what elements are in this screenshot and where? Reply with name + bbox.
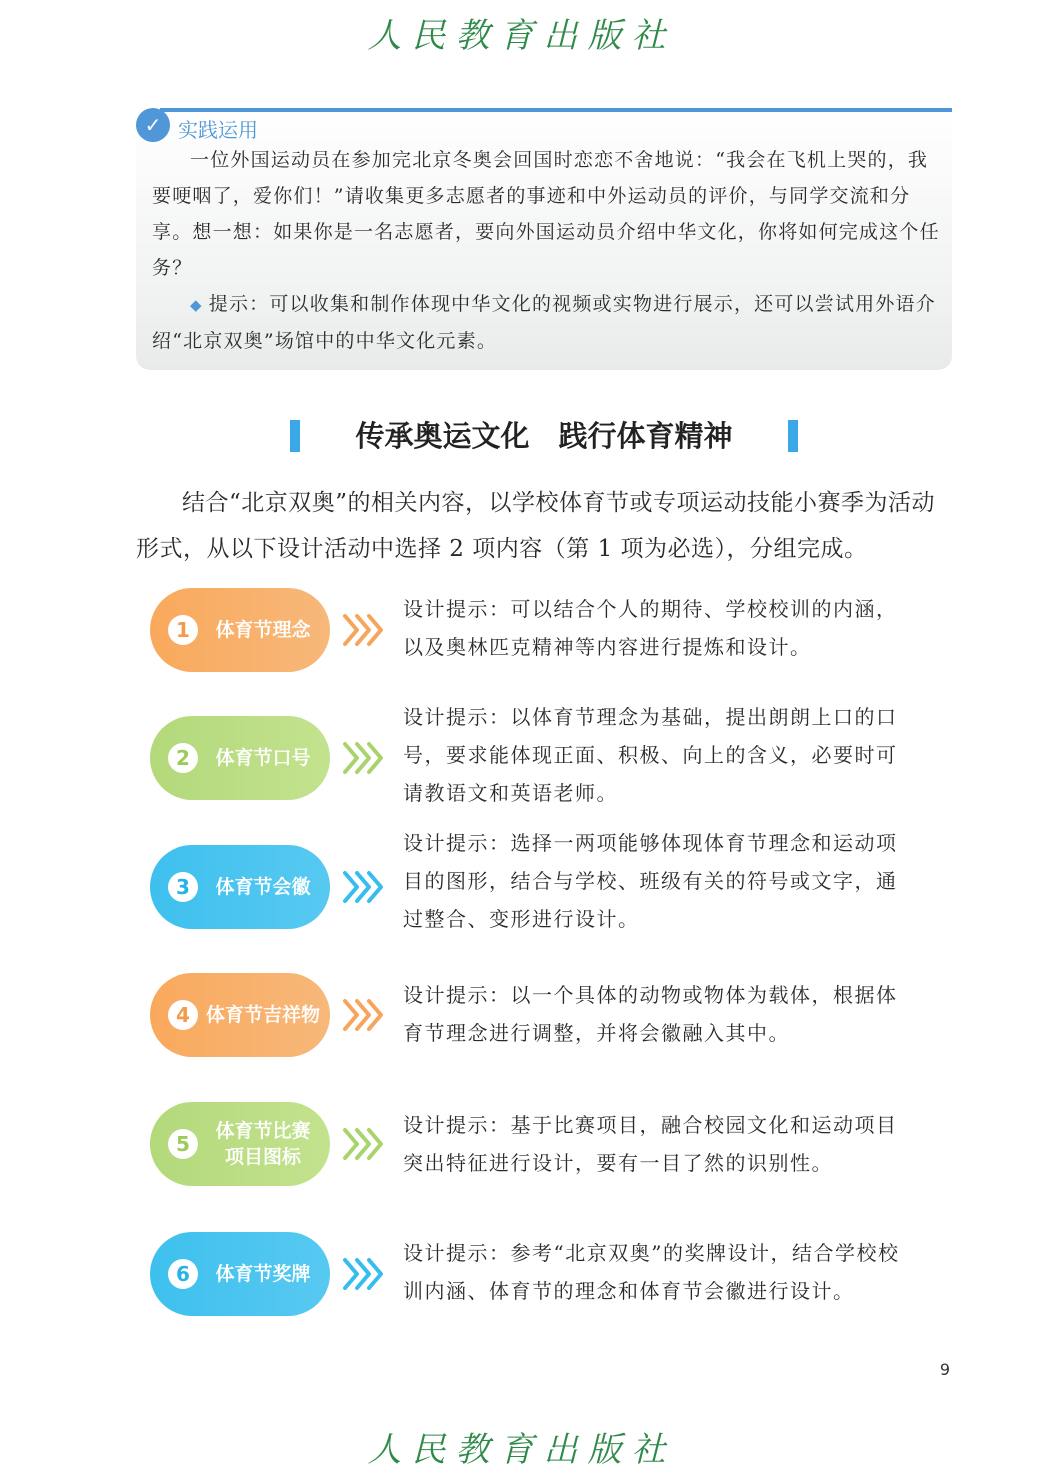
activity-pill-2 (150, 716, 330, 800)
practice-title: 实践运用 (178, 118, 258, 142)
activity-label: 体育节会徽 (215, 876, 311, 898)
practice-header-line (160, 108, 952, 112)
activity-design-hint: 设计提示：以一个具体的动物或物体为载体，根据体育节理念进行调整，并将会徽融入其中。 (403, 983, 898, 1045)
section-intro: 结合“北京双奥”的相关内容，以学校体育节或专项运动技能小赛季为活动形式，从以下设计活动中选择 2 项内容（第 1 项为必选），分组完成。 (136, 490, 936, 562)
activity-design-hint: 设计提示：可以结合个人的期待、学校校训的内涵，以及奥林匹克精神等内容进行提炼和设计。 (403, 597, 898, 659)
activity-pill-6 (150, 1232, 330, 1316)
publisher-logo-bottom: 人民教育出版社 (367, 1430, 676, 1470)
activity-label: 体育节比赛 项目图标 (215, 1120, 311, 1168)
publisher-logo-top: 人民教育出版社 (367, 16, 676, 56)
activity-pill-4 (150, 973, 330, 1057)
activity-number: 5 (168, 1129, 198, 1159)
triple-chevron-right-icon (342, 740, 386, 776)
activity-number: 3 (168, 872, 198, 902)
triple-chevron-right-icon (342, 612, 386, 648)
diamond-bullet-icon: ◆ (190, 296, 203, 314)
activity-label: 体育节奖牌 (215, 1263, 311, 1285)
practice-body (152, 142, 942, 359)
activity-pill-3 (150, 845, 330, 929)
activity-label: 体育节理念 (215, 619, 311, 641)
triple-chevron-right-icon (342, 1126, 386, 1162)
page-number: 9 (939, 1360, 951, 1379)
triple-chevron-right-icon (342, 997, 386, 1033)
activity-number: 1 (168, 615, 198, 645)
activity-design-hint: 设计提示：选择一两项能够体现体育节理念和运动项目的图形，结合与学校、班级有关的符号或文字，通过整合、变形进行设计。 (403, 831, 898, 931)
section-title: 传承奥运文化 践行体育精神 (355, 419, 733, 453)
activity-number: 2 (168, 743, 198, 773)
triple-chevron-right-icon (342, 1256, 386, 1292)
practice-hint-text: 提示：可以收集和制作体现中华文化的视频或实物进行展示，还可以尝试用外语介绍“北京双奥”场馆中的中华文化元素。 (152, 293, 936, 352)
activity-number: 6 (168, 1259, 198, 1289)
activity-design-hint: 设计提示：基于比赛项目，融合校园文化和运动项目突出特征进行设计，要有一目了然的识别性。 (403, 1113, 898, 1175)
activity-label: 体育节口号 (215, 747, 311, 769)
activity-label: 体育节吉祥物 (205, 1004, 320, 1026)
activity-design-hint: 设计提示：以体育节理念为基础，提出朗朗上口的口号，要求能体现正面、积极、向上的含义，必要时可请教语文和英语老师。 (403, 705, 898, 805)
section-title-bar-left (290, 420, 300, 452)
section-title-bar-right (788, 420, 798, 452)
practice-check-icon: ✓ (136, 108, 170, 142)
activity-pill-1 (150, 588, 330, 672)
activity-number: 4 (168, 1000, 198, 1030)
activity-design-hint: 设计提示：参考“北京双奥”的奖牌设计，结合学校校训内涵、体育节的理念和体育节会徽进行设计。 (403, 1241, 900, 1303)
triple-chevron-right-icon (342, 869, 386, 905)
practice-paragraph: 一位外国运动员在参加完北京冬奥会回国时恋恋不舍地说：“我会在飞机上哭的，我要哽咽了，爱你们！”请收集更多志愿者的事迹和中外运动员的评价，与同学交流和分享。想一想：如果你是一名志愿者，要向外国运动员介绍中华文化，你将如何完成这个任务？ (152, 149, 940, 279)
practice-hint (152, 286, 942, 359)
activity-pill-5 (150, 1102, 330, 1186)
